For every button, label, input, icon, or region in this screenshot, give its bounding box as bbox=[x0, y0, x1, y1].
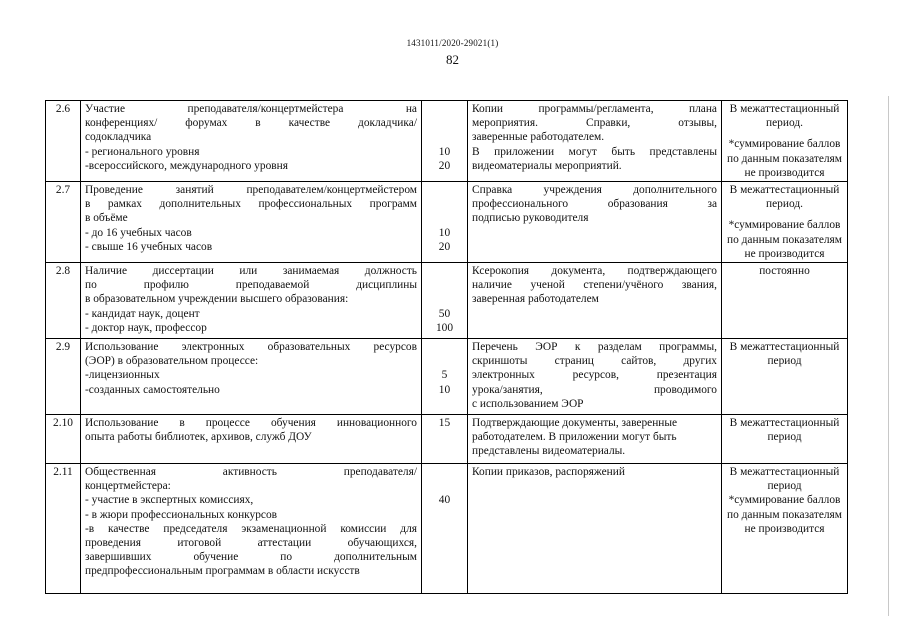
criterion-points: 50 100 bbox=[422, 263, 468, 339]
assessment-period-note: В межаттестационный период bbox=[722, 415, 848, 464]
table-row bbox=[46, 182, 848, 263]
criteria-table bbox=[45, 100, 848, 594]
supporting-documents: Подтверждающие документы, заверенные работодателем. В приложении могут быть представлены видеоматериалы. bbox=[468, 415, 722, 464]
criterion-description: Проведение занятий преподавателем/концертмейстером в рамках дополнительных профессиональных программ в объёме - до 16 учебных часов - свыше 16 учебных часов bbox=[81, 182, 422, 263]
criterion-description: Использование в процессе обучения инновационного опыта работы библиотек, архивов, служб ДОУ bbox=[81, 415, 422, 464]
assessment-period-note: В межаттестационный период. *суммирование баллов по данным показателям не производится bbox=[722, 182, 848, 263]
table-row bbox=[46, 339, 848, 415]
supporting-documents: Справка учреждения дополнительного профессионального образования за подписью руководителя bbox=[468, 182, 722, 263]
criterion-description: Наличие диссертации или занимаемая должность по профилю преподаваемой дисциплины в образовательном учреждении высшего образования: - кандидат наук, доцент - доктор наук, профессор bbox=[81, 263, 422, 339]
assessment-period-note: В межаттестационный период bbox=[722, 339, 848, 415]
criterion-description: Участие преподавателя/концертмейстера на конференциях/ форумах в качестве докладчика/ содокладчика - регионального уровня -всероссийского, международного уровня bbox=[81, 101, 422, 182]
assessment-period-note: В межаттестационный период *суммирование баллов по данным показателям не производится bbox=[722, 464, 848, 594]
criterion-description: Использование электронных образовательных ресурсов (ЭОР) в образовательном процессе: -лицензионных -созданных самостоятельно bbox=[81, 339, 422, 415]
supporting-documents: Перечень ЭОР к разделам программы, скриншоты страниц сайтов, других электронных ресурсов, презентация урока/занятия, проводимого с использованием ЭОР bbox=[468, 339, 722, 415]
criterion-description: Общественная активность преподавателя/ концертмейстера: - участие в экспертных комиссиях, - в жюри профессиональных конкурсов -в качестве председателя экзаменационной комиссии для проведения итоговой аттестации обучающихся, завершивших обучение по дополнительным предпрофессиональным программам в области искусств bbox=[81, 464, 422, 594]
row-number: 2.11 bbox=[46, 464, 81, 594]
page-number: 82 bbox=[446, 52, 459, 67]
row-number: 2.7 bbox=[46, 182, 81, 263]
criterion-points: 40 bbox=[422, 464, 468, 594]
table-row bbox=[46, 464, 848, 594]
assessment-period-note: постоянно bbox=[722, 263, 848, 339]
row-number: 2.6 bbox=[46, 101, 81, 182]
assessment-period-note: В межаттестационный период. *суммирование баллов по данным показателям не производится bbox=[722, 101, 848, 182]
criterion-points: 10 20 bbox=[422, 182, 468, 263]
table-row bbox=[46, 101, 848, 182]
page-edge-rule bbox=[888, 96, 889, 616]
supporting-documents: Копии программы/регламента, плана мероприятия. Справки, отзывы, заверенные работодателем. В приложении могут быть представлены видеоматериалы мероприятий. bbox=[468, 101, 722, 182]
table-row bbox=[46, 415, 848, 464]
criterion-points: 10 20 bbox=[422, 101, 468, 182]
row-number: 2.10 bbox=[46, 415, 81, 464]
supporting-documents: Ксерокопия документа, подтверждающего наличие ученой степени/учёного звания, заверенная работодателем bbox=[468, 263, 722, 339]
criterion-points: 15 bbox=[422, 415, 468, 464]
document-code: 1431011/2020-29021(1) bbox=[406, 38, 499, 48]
row-number: 2.9 bbox=[46, 339, 81, 415]
table-row bbox=[46, 263, 848, 339]
row-number: 2.8 bbox=[46, 263, 81, 339]
criterion-points: 5 10 bbox=[422, 339, 468, 415]
supporting-documents: Копии приказов, распоряжений bbox=[468, 464, 722, 594]
